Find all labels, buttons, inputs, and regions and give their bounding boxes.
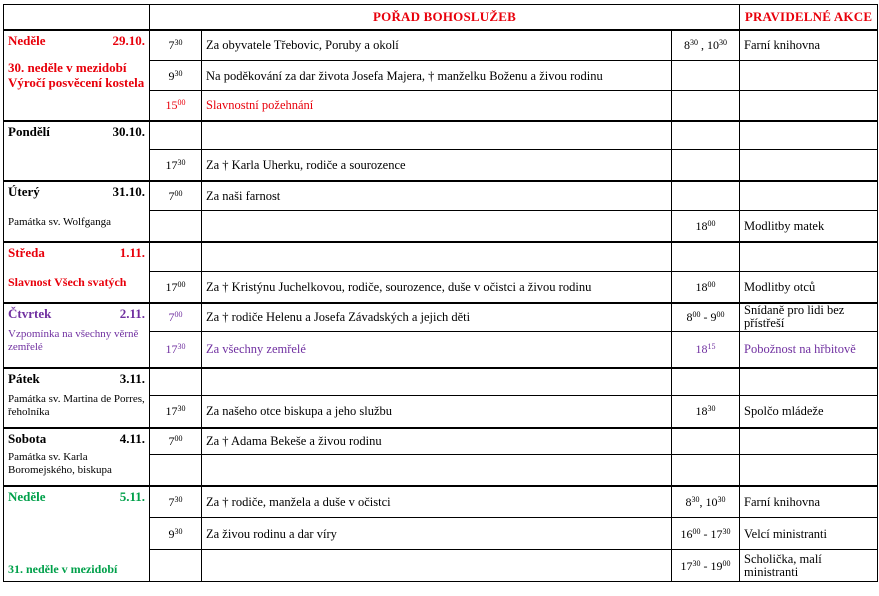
event-name: Farní knihovna	[740, 486, 878, 518]
event-name: Modlitby otců	[740, 272, 878, 303]
day-cell-sunday-1	[4, 30, 150, 121]
day-name: Úterý	[8, 183, 40, 199]
day-name: Pátek	[8, 370, 40, 386]
mass-intention: Za † Kristýnu Juchelkovou, rodiče, sourozence, duše v očistci a živou rodinu	[202, 272, 672, 303]
mass-intention: Za našeho otce biskupa a jeho službu	[202, 396, 672, 428]
event-name: Spolčo mládeže	[740, 396, 878, 428]
header-akce: PRAVIDELNÉ AKCE	[740, 5, 878, 30]
event-name: Snídaně pro lidi bez přístřeší	[740, 303, 878, 332]
day-cell-sunday-2	[4, 486, 150, 582]
event-time: $16^{00} - 17^{30}$	[672, 518, 740, 550]
mass-time: $7^{00}$	[150, 181, 202, 211]
mass-intention: Za naši farnost	[202, 181, 672, 211]
day-date: 4.11.	[119, 430, 145, 446]
day-cell-monday	[4, 121, 150, 181]
header-blank	[4, 5, 150, 30]
mass-time: $7^{30}$	[150, 30, 202, 61]
event-name: Farní knihovna	[740, 30, 878, 61]
mass-intention: Za † rodiče, manžela a duše v očistci	[202, 486, 672, 518]
event-time: $17^{30} - 19^{00}$	[672, 550, 740, 582]
day-note: Památka sv. Martina de Porres, řeholníka	[8, 392, 145, 418]
day-name: Neděle	[8, 488, 46, 504]
day-date: 1.11.	[119, 244, 145, 260]
day-date: 29.10.	[112, 32, 145, 48]
day-date: 3.11.	[119, 370, 145, 386]
schedule-table	[3, 4, 878, 582]
mass-intention: Na poděkování za dar života Josefa Majera, † manželku Boženu a živou rodinu	[202, 61, 672, 91]
day-name: Pondělí	[8, 123, 50, 139]
day-cell-friday	[4, 368, 150, 428]
mass-time: $7^{00}$	[150, 303, 202, 332]
mass-intention: Za obyvatele Třebovic, Poruby a okolí	[202, 30, 672, 61]
day-subtitle: 30. neděle v mezidobí Výročí posvěcení kostela	[8, 59, 145, 90]
mass-intention: Za živou rodinu a dar víry	[202, 518, 672, 550]
mass-time: $15^{00}$	[150, 91, 202, 121]
event-name: Scholička, malí ministranti	[740, 550, 878, 582]
mass-time: $17^{00}$	[150, 272, 202, 303]
day-subtitle: Slavnost Všech svatých	[8, 274, 127, 289]
mass-intention: Slavnostní požehnání	[202, 91, 672, 121]
mass-time: $17^{30}$	[150, 332, 202, 368]
day-name: Čtvrtek	[8, 305, 52, 321]
day-date: 5.11.	[119, 488, 145, 504]
event-time: $18^{00}$	[672, 272, 740, 303]
day-cell-thursday	[4, 303, 150, 368]
day-name: Středa	[8, 244, 45, 260]
mass-intention: Za † Adama Bekeše a živou rodinu	[202, 428, 672, 455]
event-time: $18^{00}$	[672, 211, 740, 242]
day-cell-tuesday	[4, 181, 150, 242]
mass-intention: Za † rodiče Helenu a Josefa Závadských a jejich děti	[202, 303, 672, 332]
event-time: $8^{30}$, $10^{30}$	[672, 486, 740, 518]
day-name: Sobota	[8, 430, 47, 446]
event-name: Pobožnost na hřbitově	[740, 332, 878, 368]
mass-intention: Za všechny zemřelé	[202, 332, 672, 368]
mass-time: $9^{30}$	[150, 61, 202, 91]
day-cell-saturday	[4, 428, 150, 486]
mass-time: $7^{30}$	[150, 486, 202, 518]
day-date: 31.10.	[112, 183, 145, 199]
day-subtitle: 31. neděle v mezidobí	[8, 561, 118, 576]
mass-time: $17^{30}$	[150, 396, 202, 428]
day-note: Památka sv. Karla Boromejského, biskupa	[8, 450, 112, 476]
mass-time: $7^{00}$	[150, 428, 202, 455]
day-note: Vzpomínka na všechny věrně zemřelé	[8, 327, 139, 353]
mass-time: $17^{30}$	[150, 150, 202, 181]
day-date: 30.10.	[112, 123, 145, 139]
event-name: Modlitby matek	[740, 211, 878, 242]
event-name: Velcí ministranti	[740, 518, 878, 550]
event-time: $18^{15}$	[672, 332, 740, 368]
day-note: Památka sv. Wolfganga	[8, 215, 111, 228]
mass-time: $9^{30}$	[150, 518, 202, 550]
header-bohosluzby: POŘAD BOHOSLUŽEB	[150, 5, 740, 30]
event-time: $8^{00} - 9^{00}$	[672, 303, 740, 332]
event-time: $8^{30}$ , $10^{30}$	[672, 30, 740, 61]
mass-intention: Za † Karla Uherku, rodiče a sourozence	[202, 150, 672, 181]
day-name: Neděle	[8, 32, 46, 48]
day-date: 2.11.	[119, 305, 145, 321]
day-cell-wednesday	[4, 242, 150, 303]
event-time: $18^{30}$	[672, 396, 740, 428]
